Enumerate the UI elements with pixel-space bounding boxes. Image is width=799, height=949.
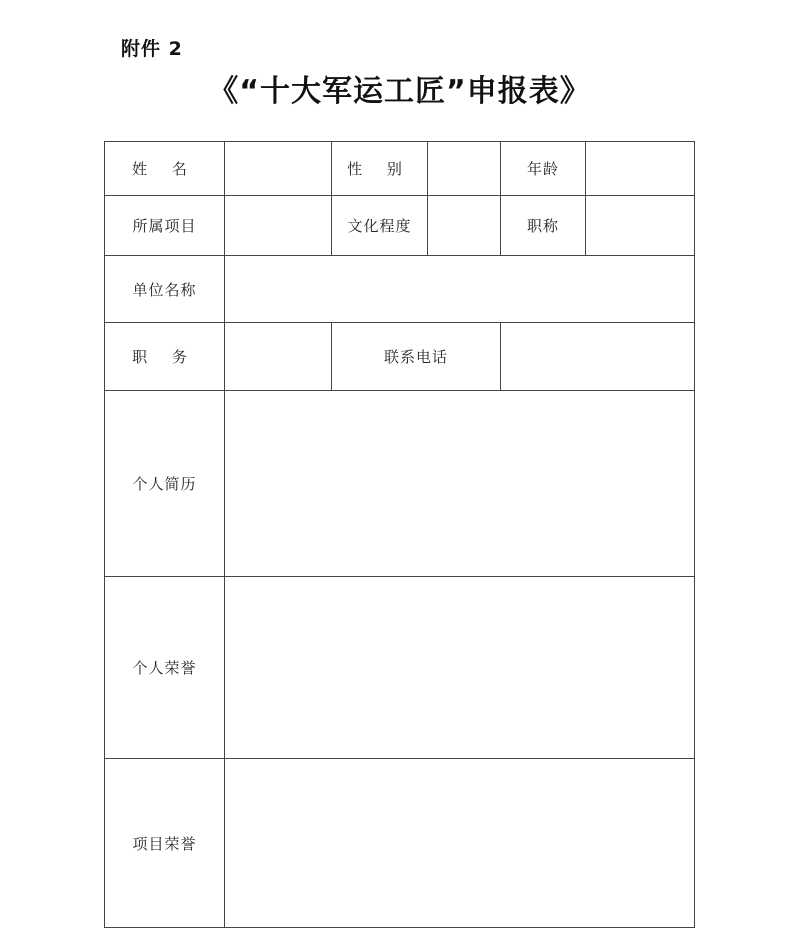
age-label: 年龄 [501, 142, 586, 196]
education-field[interactable] [428, 196, 501, 256]
unit-label: 单位名称 [105, 256, 225, 323]
job-title-label: 职称 [501, 196, 586, 256]
education-label: 文化程度 [332, 196, 428, 256]
project-label: 所属项目 [105, 196, 225, 256]
form-row-basic [105, 142, 695, 196]
phone-label: 联系电话 [332, 323, 501, 391]
attachment-label: 附件 2 [121, 38, 183, 60]
age-field[interactable] [586, 142, 695, 196]
form-row-unit [105, 256, 695, 323]
personal-honors-label: 个人荣誉 [105, 577, 225, 759]
phone-field[interactable] [501, 323, 695, 391]
form-row-project-honors [105, 759, 695, 928]
project-honors-label: 项目荣誉 [105, 759, 225, 928]
form-row-contact [105, 323, 695, 391]
personal-honors-field[interactable] [225, 577, 695, 759]
gender-field[interactable] [428, 142, 501, 196]
position-field[interactable] [225, 323, 332, 391]
position-label: 职 务 [105, 323, 225, 391]
form-row-resume [105, 391, 695, 577]
gender-label: 性 别 [332, 142, 428, 196]
name-field[interactable] [225, 142, 332, 196]
application-form-table [104, 141, 695, 928]
page-title: 《“十大军运工匠”申报表》 [208, 74, 591, 109]
form-row-personal-honors [105, 577, 695, 759]
project-field[interactable] [225, 196, 332, 256]
resume-field[interactable] [225, 391, 695, 577]
form-row-project [105, 196, 695, 256]
project-honors-field[interactable] [225, 759, 695, 928]
unit-field[interactable] [225, 256, 695, 323]
job-title-field[interactable] [586, 196, 695, 256]
resume-label: 个人简历 [105, 391, 225, 577]
name-label: 姓 名 [105, 142, 225, 196]
